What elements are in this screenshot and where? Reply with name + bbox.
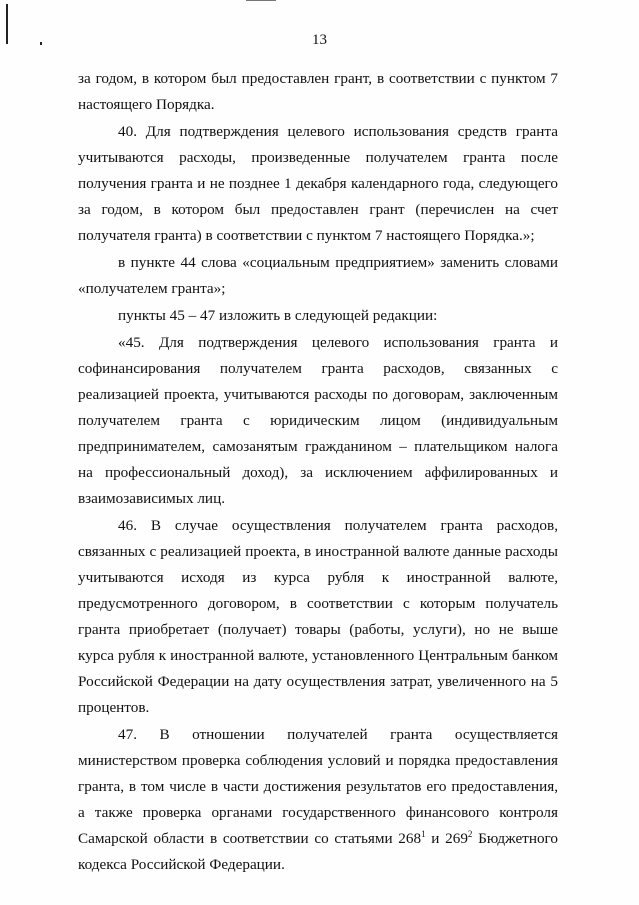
paragraph-item-47-text-b: и 269 bbox=[425, 830, 468, 847]
paragraph-item-45: «45. Для подтверждения целевого использования гранта и софинансирования получателем гранта расходов, связанных с реализацией проекта, учитываются расходы по договорам, заключенным получателем гранта с юридическим лицом (индивидуальным предпринимателем, самозанятым гражданином – плательщиком налога на профессиональный доход), за исключением аффилированных и взаимозависимых лиц. bbox=[78, 334, 558, 507]
page-number: 13 bbox=[312, 32, 327, 48]
scan-edge-mark-top bbox=[246, 0, 276, 1]
paragraph-item-46: 46. В случае осуществления получателем гранта расходов, связанных с реализацией проекта, в иностранной валюте данные расходы учитываются исходя из курса рубля к иностранной валюте, предусмотренного договором, в соответствии с которым получатель гранта приобретает (получает) товары (работы, услуги), но не выше курса рубля к иностранной валюте, установленного Центральным банком Российской Федерации на дату осуществления затрат, увеличенного на 5 процентов. bbox=[78, 517, 558, 716]
paragraph-items-45-47-intro: пункты 45 – 47 изложить в следующей редакции: bbox=[118, 307, 438, 324]
superscript-268: 1 bbox=[421, 829, 426, 839]
paragraph-item-40: 40. Для подтверждения целевого использования средств гранта учитываются расходы, произведенные получателем гранта после получения гранта и не позднее 1 декабря календарного года, следующего за годом, в котором был предоставлен грант (перечислен на счет получателя гранта) в соответствии с пунктом 7 настоящего Порядка.»; bbox=[78, 123, 558, 244]
superscript-269: 2 bbox=[467, 829, 473, 839]
paragraph-continuation: за годом, в котором был предоставлен грант, в соответствии с пунктом 7 настоящего Порядка. bbox=[78, 70, 558, 113]
paragraph-item-47 bbox=[78, 722, 558, 878]
paragraph-item-47-text-a: 47. В отношении получателей гранта осуществляется министерством проверка соблюдения условий и порядка предоставления гранта, в том числе в части достижения результатов его предоставления, а также проверка органами государственного финансового контроля Самарской области в соответствии со статьями 268 bbox=[78, 726, 558, 847]
document-body bbox=[78, 66, 558, 878]
paragraph-item-47-text-c: Бюджетного кодекса Российской Федерации. bbox=[78, 830, 558, 873]
paragraph-item-44-amendment: в пункте 44 слова «социальным предприятием» заменить словами «получателем гранта»; bbox=[78, 254, 558, 297]
